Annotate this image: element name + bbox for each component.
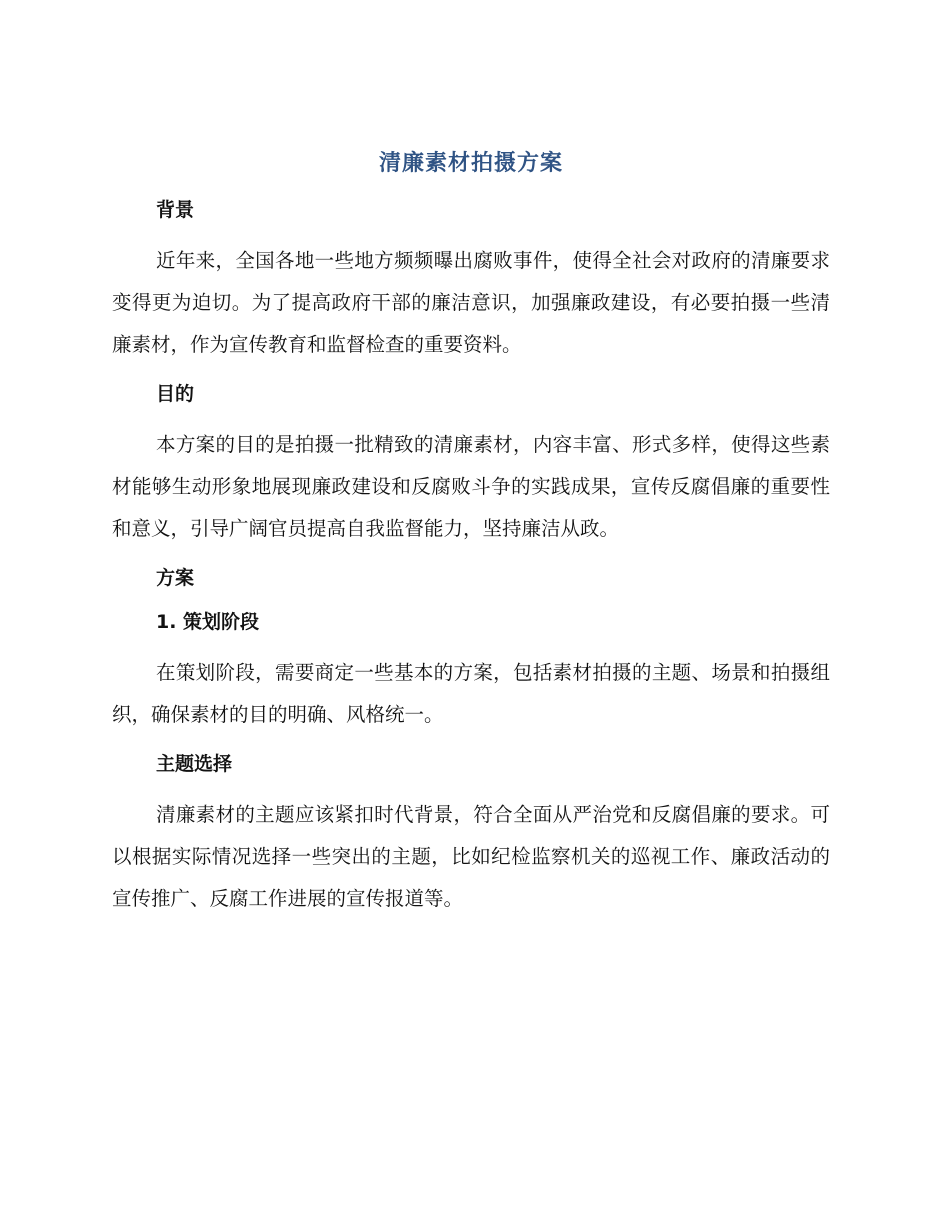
section-text-background: 近年来，全国各地一些地方频频曝出腐败事件，使得全社会对政府的清廉要求变得更为迫切。为了提高政府干部的廉洁意识，加强廉政建设，有必要拍摄一些清廉素材，作为宣传教育和监督检查的重要资料。	[112, 249, 830, 356]
section-heading-theme-selection: 主题选择	[156, 753, 233, 775]
section-heading-background: 背景	[156, 199, 195, 221]
section-text-planning-stage: 在策划阶段，需要商定一些基本的方案，包括素材拍摄的主题、场景和拍摄组织，确保素材的目的明确、风格统一。	[112, 661, 830, 726]
section-heading-plan: 方案	[156, 567, 195, 589]
section-text-purpose: 本方案的目的是拍摄一批精致的清廉素材，内容丰富、形式多样，使得这些素材能够生动形象地展现廉政建设和反腐败斗争的实践成果，宣传反腐倡廉的重要性和意义，引导广阔官员提高自我监督能力，坚持廉洁从政。	[112, 433, 830, 540]
document-page	[112, 146, 830, 920]
section-text-theme-selection: 清廉素材的主题应该紧扣时代背景，符合全面从严治党和反腐倡廉的要求。可以根据实际情况选择一些突出的主题，比如纪检监察机关的巡视工作、廉政活动的宣传推广、反腐工作进展的宣传报道等。	[112, 803, 830, 910]
section-heading-planning-stage: 1. 策划阶段	[156, 611, 260, 633]
section-heading-purpose: 目的	[156, 383, 195, 405]
document-title: 清廉素材拍摄方案	[378, 151, 563, 176]
